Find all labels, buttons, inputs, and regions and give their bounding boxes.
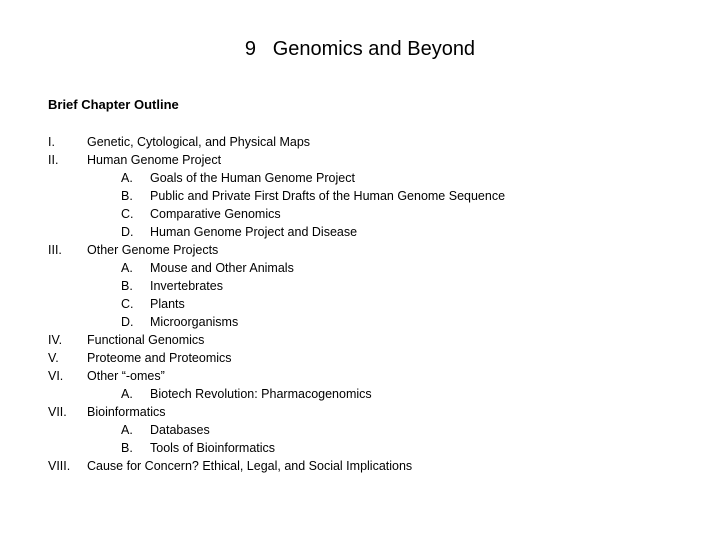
outline-subsection bbox=[48, 259, 648, 277]
outline-subsection bbox=[48, 277, 648, 295]
section-title: Cause for Concern? Ethical, Legal, and Social Implications bbox=[87, 459, 413, 473]
section-numeral: I. bbox=[48, 135, 55, 149]
subsection-letter: B. bbox=[121, 279, 133, 293]
outline-section-4 bbox=[48, 331, 648, 349]
subsection-letter: C. bbox=[121, 207, 134, 221]
outline-subsection bbox=[48, 421, 648, 439]
subsection-title: Goals of the Human Genome Project bbox=[150, 171, 355, 185]
outline-subsection bbox=[48, 295, 648, 313]
outline-subsection bbox=[48, 187, 648, 205]
subsection-title: Tools of Bioinformatics bbox=[150, 441, 276, 455]
outline-section-3 bbox=[48, 241, 648, 259]
section-numeral: IV. bbox=[48, 333, 63, 347]
subsection-title: Biotech Revolution: Pharmacogenomics bbox=[150, 387, 372, 401]
subsection-title: Invertebrates bbox=[150, 279, 223, 293]
section-title: Human Genome Project bbox=[87, 153, 222, 167]
outline-subsection bbox=[48, 313, 648, 331]
subsection-letter: A. bbox=[121, 171, 133, 185]
section-title: Genetic, Cytological, and Physical Maps bbox=[87, 135, 311, 149]
subsection-letter: A. bbox=[121, 387, 133, 401]
outline-section-7 bbox=[48, 403, 648, 421]
section-title: Functional Genomics bbox=[87, 333, 205, 347]
subsection-title: Databases bbox=[150, 423, 210, 437]
subsection-letter: A. bbox=[121, 261, 133, 275]
chapter-outline bbox=[48, 133, 648, 475]
section-numeral: III. bbox=[48, 243, 62, 257]
subsection-letter: C. bbox=[121, 297, 134, 311]
section-numeral: V. bbox=[48, 351, 59, 365]
subsection-title: Microorganisms bbox=[150, 315, 239, 329]
outline-subsection bbox=[48, 205, 648, 223]
outline-section-6 bbox=[48, 367, 648, 385]
outline-heading: Brief Chapter Outline bbox=[48, 97, 179, 112]
subsection-title: Human Genome Project and Disease bbox=[150, 225, 358, 239]
section-numeral: VII. bbox=[48, 405, 67, 419]
subsection-letter: A. bbox=[121, 423, 133, 437]
subsection-title: Plants bbox=[150, 297, 185, 311]
section-title: Bioinformatics bbox=[87, 405, 166, 419]
outline-subsection bbox=[48, 385, 648, 403]
section-numeral: VIII. bbox=[48, 459, 71, 473]
outline-subsection bbox=[48, 439, 648, 457]
section-numeral: II. bbox=[48, 153, 59, 167]
outline-subsection bbox=[48, 169, 648, 187]
outline-section-2 bbox=[48, 151, 648, 169]
outline-section-8 bbox=[48, 457, 648, 475]
section-title: Other Genome Projects bbox=[87, 243, 219, 257]
section-numeral: VI. bbox=[48, 369, 64, 383]
outline-subsection bbox=[48, 223, 648, 241]
outline-section-5 bbox=[48, 349, 648, 367]
subsection-title: Mouse and Other Animals bbox=[150, 261, 294, 275]
section-title: Other “-omes” bbox=[87, 369, 165, 383]
subsection-letter: D. bbox=[121, 315, 134, 329]
subsection-title: Public and Private First Drafts of the Human Genome Sequence bbox=[150, 189, 506, 203]
subsection-letter: D. bbox=[121, 225, 134, 239]
section-title: Proteome and Proteomics bbox=[87, 351, 232, 365]
subsection-letter: B. bbox=[121, 441, 133, 455]
subsection-letter: B. bbox=[121, 189, 133, 203]
chapter-title: 9 Genomics and Beyond bbox=[244, 38, 476, 60]
subsection-title: Comparative Genomics bbox=[150, 207, 281, 221]
outline-section-1 bbox=[48, 133, 648, 151]
